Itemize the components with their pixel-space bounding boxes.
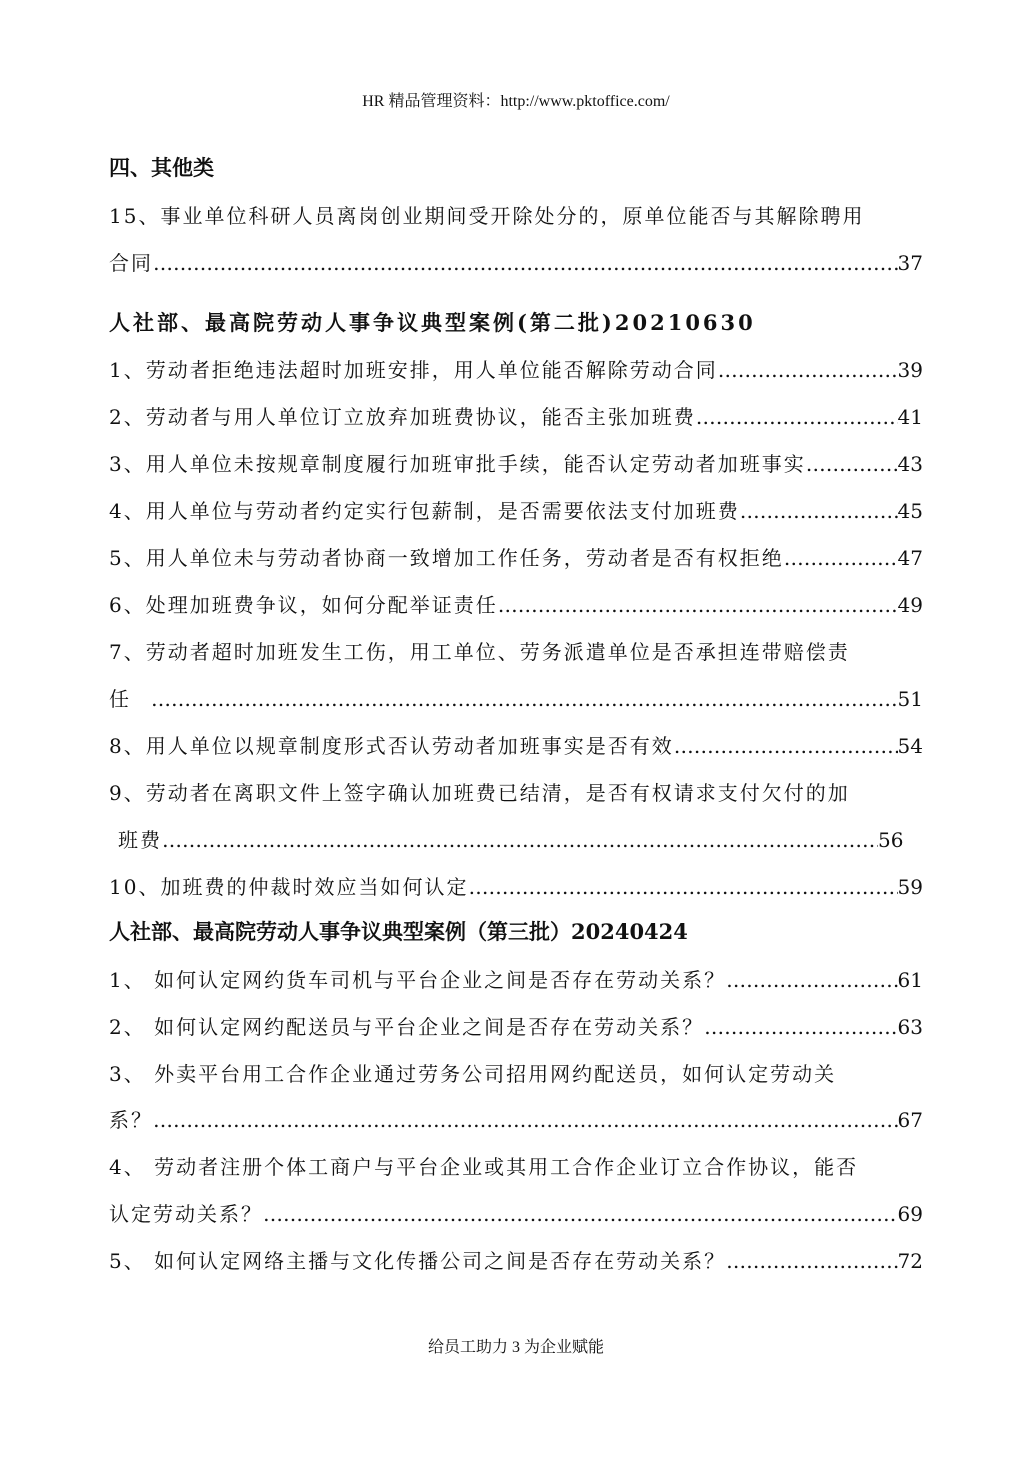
toc-entry-text: 1、 如何认定网约货车司机与平台企业之间是否存在劳动关系？: [109, 968, 727, 992]
toc-entry-text: 4、用人单位与劳动者约定实行包薪制，是否需要依法支付加班费: [109, 499, 740, 523]
page-header: HR 精品管理资料：http://www.pktoffice.com/: [362, 93, 670, 110]
leader-dots: [498, 593, 898, 617]
page-number: 61: [897, 968, 923, 992]
leader-dots: [263, 1202, 898, 1226]
toc-entry-text: 10、加班费的仲裁时效应当如何认定: [109, 875, 469, 899]
toc-entry-b2-10[interactable]: [109, 871, 923, 900]
page-number: 54: [897, 734, 923, 758]
toc-entry-b2-9-line1: 9、劳动者在离职文件上签字确认加班费已结清，是否有权请求支付欠付的加: [109, 781, 850, 805]
toc-entry-text: 5、 如何认定网络主播与文化传播公司之间是否存在劳动关系？: [109, 1249, 727, 1273]
page-number: 51: [897, 687, 923, 711]
toc-entry-text: 任: [109, 687, 131, 711]
toc-entry-b3-4[interactable]: [109, 1198, 923, 1227]
toc-entry-text: 2、 如何认定网约配送员与平台企业之间是否存在劳动关系？: [109, 1015, 705, 1039]
leader-dots: [726, 968, 897, 992]
leader-dots: [153, 1108, 898, 1132]
page-number: 72: [897, 1249, 923, 1273]
toc-entry-15[interactable]: [109, 247, 923, 276]
toc-entry-b2-6[interactable]: [109, 589, 923, 618]
toc-entry-text: 8、用人单位以规章制度形式否认劳动者加班事实是否有效: [109, 734, 674, 758]
toc-entry-text: 1、劳动者拒绝违法超时加班安排，用人单位能否解除劳动合同: [109, 358, 718, 382]
page-number: 69: [897, 1202, 923, 1226]
page-number: 59: [897, 875, 923, 899]
section-title-batch3: 人社部、最高院劳动人事争议典型案例（第三批）20240424: [109, 919, 688, 944]
toc-entry-text: 3、用人单位未按规章制度履行加班审批手续，能否认定劳动者加班事实: [109, 452, 806, 476]
leader-dots: [740, 499, 898, 523]
leader-dots: [704, 1015, 897, 1039]
leader-dots: [468, 875, 897, 899]
leader-dots: [806, 452, 898, 476]
toc-entry-b2-4[interactable]: [109, 495, 923, 524]
toc-entry-b3-3[interactable]: [109, 1104, 923, 1133]
leader-dots: [674, 734, 898, 758]
leader-dots: [162, 828, 878, 852]
toc-entry-b2-2[interactable]: [109, 401, 923, 430]
page-number: 43: [897, 452, 923, 476]
page-number: 49: [897, 593, 923, 617]
toc-entry-b3-2[interactable]: [109, 1011, 923, 1040]
section-title-batch2: 人社部、最高院劳动人事争议典型案例(第二批)20210630: [109, 310, 756, 335]
page-footer: 给员工助力 3 为企业赋能: [427, 1339, 604, 1356]
toc-entry-b3-5[interactable]: [109, 1245, 923, 1274]
toc-entry-text: 合同: [109, 251, 153, 275]
toc-entry-b2-5[interactable]: [109, 542, 923, 571]
toc-entry-text: 认定劳动关系？: [109, 1202, 263, 1226]
leader-dots: [784, 546, 898, 570]
toc-entry-b2-7-line1: 7、劳动者超时加班发生工伤，用工单位、劳务派遣单位是否承担连带赔偿责: [109, 640, 850, 664]
leader-dots: [696, 405, 898, 429]
toc-entry-text: 系？: [109, 1108, 153, 1132]
page-number: 63: [897, 1015, 923, 1039]
leader-dots: [151, 687, 898, 711]
toc-entry-b3-3-line1: 3、 外卖平台用工合作企业通过劳务公司招用网约配送员，如何认定劳动关: [109, 1062, 837, 1086]
page-number: 45: [897, 499, 923, 523]
toc-entry-b3-1[interactable]: [109, 964, 923, 993]
section-title-other: 四、其他类: [109, 155, 214, 180]
toc-entry-b2-1[interactable]: [109, 354, 923, 383]
toc-entry-b3-4-line1: 4、 劳动者注册个体工商户与平台企业或其用工合作企业订立合作协议，能否: [109, 1155, 859, 1179]
page-number: 47: [897, 546, 923, 570]
toc-entry-text: 2、劳动者与用人单位订立放弃加班费协议，能否主张加班费: [109, 405, 696, 429]
page-number: 67: [897, 1108, 923, 1132]
page-number: 37: [897, 251, 923, 275]
toc-entry-b2-9[interactable]: [109, 824, 923, 853]
toc-entry-b2-3[interactable]: [109, 448, 923, 477]
toc-entry-b2-7[interactable]: [109, 683, 923, 712]
leader-dots: [726, 1249, 897, 1273]
toc-entry-text: 班费: [118, 828, 162, 852]
page-number: 39: [897, 358, 923, 382]
page-number: 41: [897, 405, 923, 429]
toc-entry-text: 6、处理加班费争议，如何分配举证责任: [109, 593, 498, 617]
toc-entry-b2-8[interactable]: [109, 730, 923, 759]
leader-dots: [718, 358, 898, 382]
toc-entry-15-line1: 15、事业单位科研人员离岗创业期间受开除处分的，原单位能否与其解除聘用: [109, 204, 865, 228]
page-number: 56: [878, 828, 904, 852]
toc-entry-text: 5、用人单位未与劳动者协商一致增加工作任务，劳动者是否有权拒绝: [109, 546, 784, 570]
leader-dots: [153, 251, 898, 275]
